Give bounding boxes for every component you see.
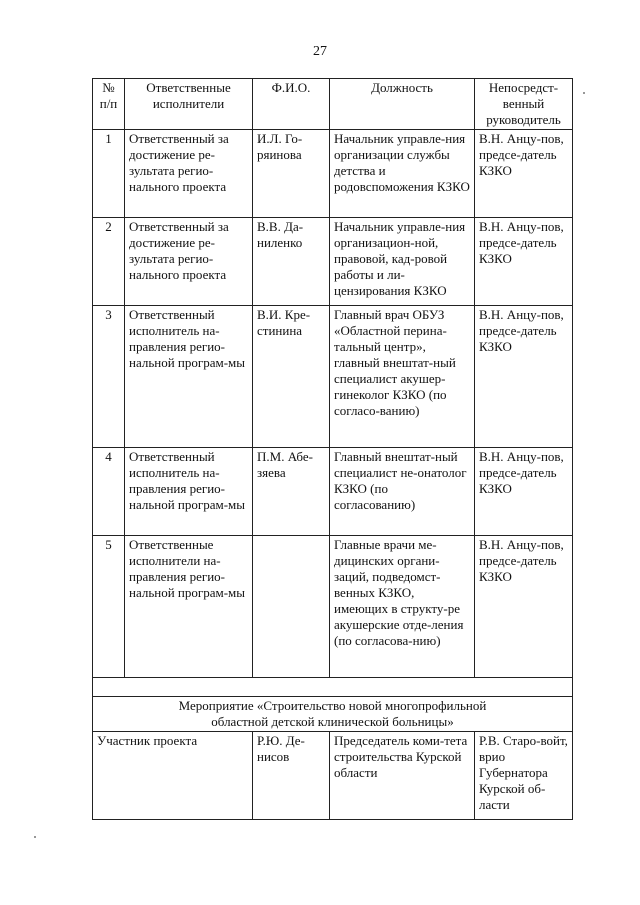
- spacer-row: [93, 678, 573, 697]
- table-row: [93, 130, 573, 218]
- responsibility-table: [92, 78, 573, 820]
- row-position: Начальник управле-ния организацион-ной, правовой, кад-ровой работы и ли-цензирования КЗКО: [330, 218, 475, 306]
- participant-name: Р.Ю. Де-нисов: [253, 732, 330, 820]
- participant-position: Председатель коми-тета строительства Курской области: [330, 732, 475, 820]
- row-name: В.В. Да-ниленко: [253, 218, 330, 306]
- row-name: В.И. Кре-стинина: [253, 306, 330, 448]
- row-name: [253, 536, 330, 678]
- row-role: Ответственный за достижение ре-зультата регио-нального проекта: [125, 130, 253, 218]
- scan-speck: [34, 836, 36, 838]
- row-role: Ответственный исполнитель на-правления регио-нальной програм-мы: [125, 306, 253, 448]
- row-number: 2: [93, 218, 125, 306]
- row-supervisor: В.Н. Анцу-пов, предсе-датель КЗКО: [475, 306, 573, 448]
- row-supervisor: В.Н. Анцу-пов, предсе-датель КЗКО: [475, 448, 573, 536]
- row-role: Ответственный исполнитель на-правления регио-нальной програм-мы: [125, 448, 253, 536]
- header-executors: Ответственные исполнители: [125, 79, 253, 130]
- table-header-row: [93, 79, 573, 130]
- row-position: Главные врачи ме-дицинских органи-заций, подведомст-венных КЗКО, имеющих в структу-ре акушерские отде-ления (по согласова-нию): [330, 536, 475, 678]
- page-number: 27: [313, 44, 327, 59]
- row-role: Ответственный за достижение ре-зультата регио-нального проекта: [125, 218, 253, 306]
- row-number: 1: [93, 130, 125, 218]
- header-full-name: Ф.И.О.: [253, 79, 330, 130]
- row-name: И.Л. Го-ряинова: [253, 130, 330, 218]
- event-row: [93, 697, 573, 732]
- event-title-line2: областной детской клинической больницы»: [211, 714, 454, 729]
- row-supervisor: В.Н. Анцу-пов, предсе-датель КЗКО: [475, 536, 573, 678]
- scan-speck: [583, 92, 585, 94]
- participant-role: Участник проекта: [93, 732, 253, 820]
- header-number: № п/п: [93, 79, 125, 130]
- event-title: [93, 697, 573, 732]
- participant-row: [93, 732, 573, 820]
- table-row: [93, 448, 573, 536]
- header-supervisor: Непосредст-венный руководитель: [475, 79, 573, 130]
- participant-supervisor: Р.В. Старо-войт, врио Губернатора Курской об-ласти: [475, 732, 573, 820]
- table-row: [93, 306, 573, 448]
- row-position: Главный врач ОБУЗ «Областной перина-тальный центр», главный внештат-ный специалист акушер-гинеколог КЗКО (по согласо-ванию): [330, 306, 475, 448]
- row-number: 4: [93, 448, 125, 536]
- table-row: [93, 218, 573, 306]
- row-number: 3: [93, 306, 125, 448]
- row-position: Главный внештат-ный специалист не-онатолог КЗКО (по согласованию): [330, 448, 475, 536]
- table-row: [93, 536, 573, 678]
- row-number: 5: [93, 536, 125, 678]
- event-title-line1: Мероприятие «Строительство новой многопрофильной: [178, 698, 487, 713]
- header-position: Должность: [330, 79, 475, 130]
- row-supervisor: В.Н. Анцу-пов, предсе-датель КЗКО: [475, 218, 573, 306]
- row-position: Начальник управле-ния организации службы детства и родовспоможения КЗКО: [330, 130, 475, 218]
- spacer-cell: [93, 678, 573, 697]
- row-role: Ответственные исполнители на-правления регио-нальной програм-мы: [125, 536, 253, 678]
- row-name: П.М. Абе-зяева: [253, 448, 330, 536]
- row-supervisor: В.Н. Анцу-пов, предсе-датель КЗКО: [475, 130, 573, 218]
